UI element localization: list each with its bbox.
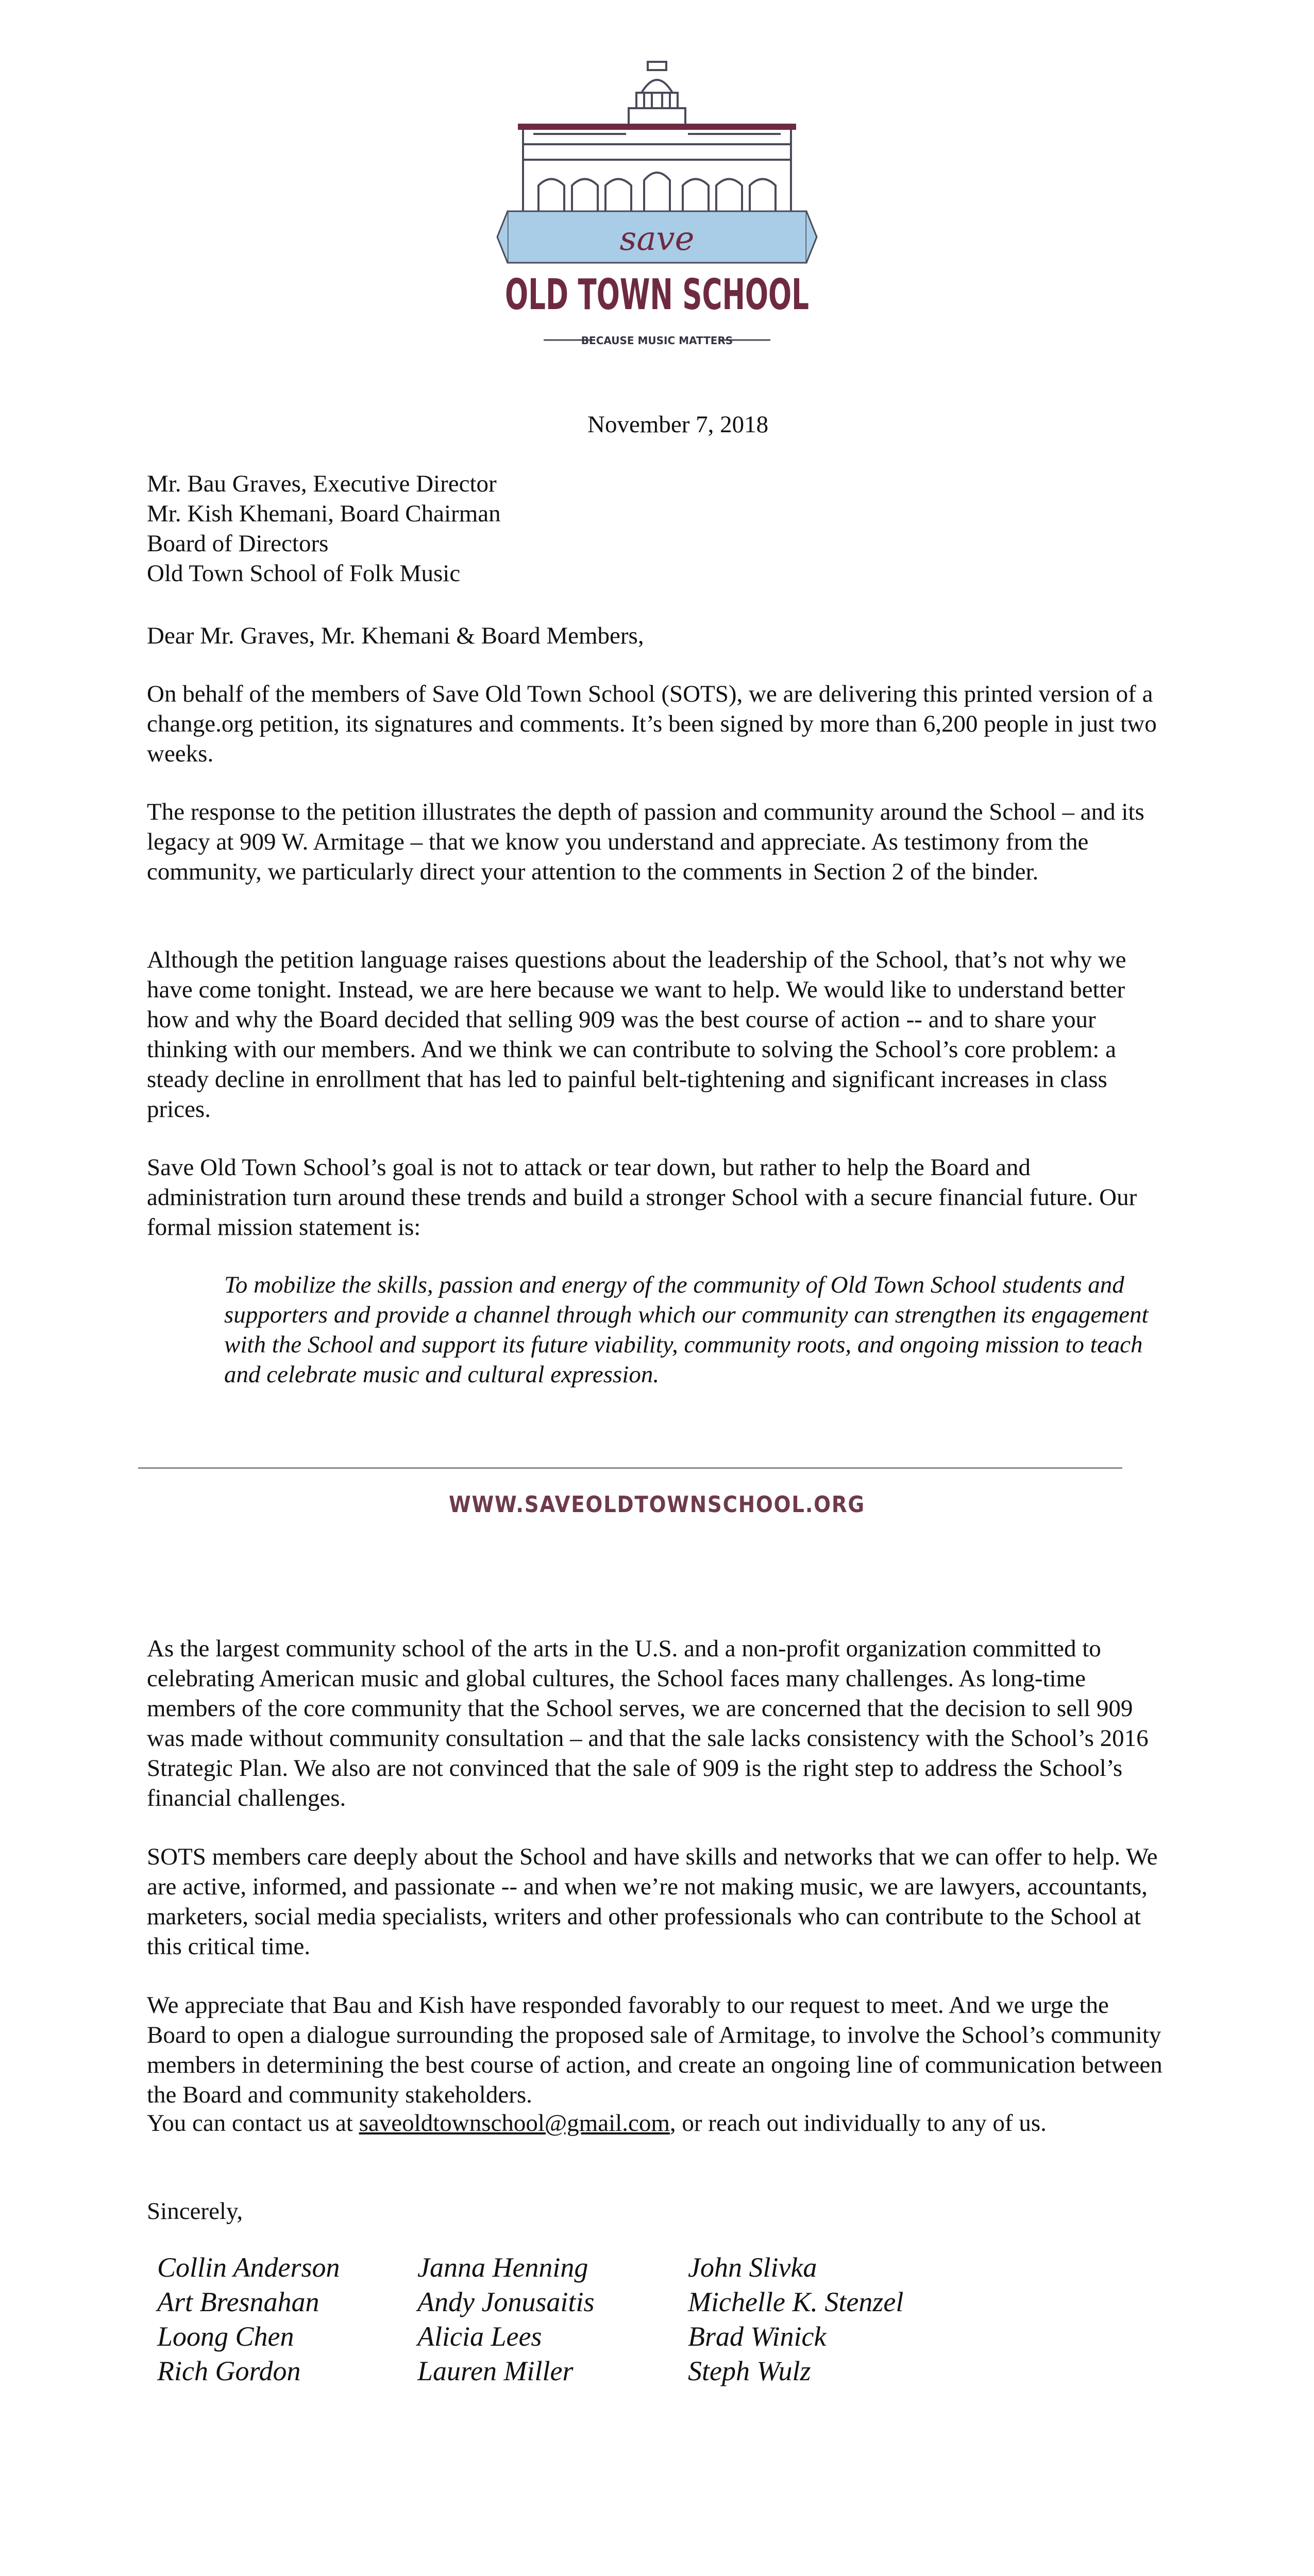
signature-column [417, 2250, 594, 2388]
logo-save-text: save [619, 220, 695, 258]
footer-website: WWW.SAVEOLDTOWNSCHOOL.ORG [449, 1492, 865, 1518]
signature-column [157, 2250, 340, 2388]
address-line: Mr. Bau Graves, Executive Director [147, 470, 497, 497]
address-line: Old Town School of Folk Music [147, 560, 461, 587]
contact-email-link[interactable]: saveoldtownschool@gmail.com [359, 2110, 670, 2137]
salutation: Dear Mr. Graves, Mr. Khemani & Board Members, [147, 622, 644, 649]
body-paragraph: We appreciate that Bau and Kish have responded favorably to our request to meet. And we urge the Board to open a dialogue surrounding the proposed sale of Armitage, to involve the School’s community members in determining the best course of action, and create an ongoing line of communication between the Board and community stakeholders. [147, 1992, 1163, 2108]
contact-text-after: , or reach out individually to any of us. [669, 2110, 1047, 2137]
signer-name: Rich Gordon [157, 2355, 301, 2386]
logo-tagline-text: BECAUSE MUSIC MATTERS [581, 334, 733, 347]
save-old-town-school-logo [497, 57, 817, 355]
address-line: Board of Directors [147, 530, 329, 557]
signer-name: Michelle K. Stenzel [688, 2286, 904, 2317]
signer-name: Alicia Lees [417, 2321, 542, 2352]
body-paragraph: Although the petition language raises questions about the leadership of the School, that’s not why we have come tonight. Instead, we are here because we want to help. We would like to understand better how and why the Board decided that selling 909 was the best course of action -- and to share your thinking with our members. And we think we can contribute to solving the School’s core problem: a steady decline in enrollment that has led to painful belt-tightening and significant increases in class prices. [147, 946, 1126, 1123]
signer-name: Lauren Miller [417, 2355, 574, 2386]
signer-name: Steph Wulz [688, 2355, 811, 2386]
body-paragraph: On behalf of the members of Save Old Town School (SOTS), we are delivering this printed version of a change.org petition, its signatures and comments. It’s been signed by more than 6,200 people in just two weeks. [147, 681, 1157, 767]
signer-name: Collin Anderson [157, 2252, 340, 2283]
logo-title-text: OLD TOWN SCHOOL [505, 270, 809, 319]
signer-name: Janna Henning [417, 2252, 588, 2283]
contact-text-before: You can contact us at [147, 2110, 359, 2137]
recipient-address [147, 469, 1172, 588]
closing: Sincerely, [147, 2198, 243, 2225]
mission-statement: To mobilize the skills, passion and energy of the community of Old Town School students and supporters and provide a channel through which our community can strengthen its engagement with the School and support its future viability, community roots, and ongoing mission to teach and celebrate music and cultural expression. [224, 1272, 1149, 1388]
letter-date: November 7, 2018 [587, 411, 769, 438]
body-paragraph: As the largest community school of the arts in the U.S. and a non-profit organization committed to celebrating American music and global cultures, the School faces many challenges. As long-time members of the core community that the School serves, we are concerned that the decision to sell 909 was made without community consultation – and that the sale lacks consistency with the School’s 2016 Strategic Plan. We also are not convinced that the sale of 909 is the right step to address the School’s financial challenges. [147, 1635, 1149, 1811]
body-paragraph: SOTS members care deeply about the School and have skills and networks that we can offer to help. We are active, informed, and passionate -- and when we’re not making music, we are lawyers, accountants, marketers, social media specialists, writers and other professionals who can contribute to the School at this critical time. [147, 1843, 1158, 1960]
body-paragraph: Save Old Town School’s goal is not to attack or tear down, but rather to help the Board and administration turn around these trends and build a stronger School with a secure financial future. Our formal mission statement is: [147, 1154, 1137, 1241]
signature-column [688, 2250, 903, 2388]
contact-paragraph [147, 2108, 1172, 2138]
building-logo-icon [497, 57, 817, 355]
footer-divider [138, 1467, 1122, 1469]
signer-name: Andy Jonusaitis [417, 2286, 595, 2317]
address-line: Mr. Kish Khemani, Board Chairman [147, 500, 501, 527]
signer-name: Loong Chen [157, 2321, 294, 2352]
signer-name: Art Bresnahan [157, 2286, 319, 2317]
body-paragraph: The response to the petition illustrates the depth of passion and community around the School – and its legacy at 909 W. Armitage – that we know you understand and appreciate. As testimony from the community, we particularly direct your attention to the comments in Section 2 of the binder. [147, 799, 1144, 885]
signer-name: John Slivka [688, 2252, 817, 2283]
signer-name: Brad Winick [688, 2321, 827, 2352]
letter-page-2 [0, 1585, 1314, 2576]
